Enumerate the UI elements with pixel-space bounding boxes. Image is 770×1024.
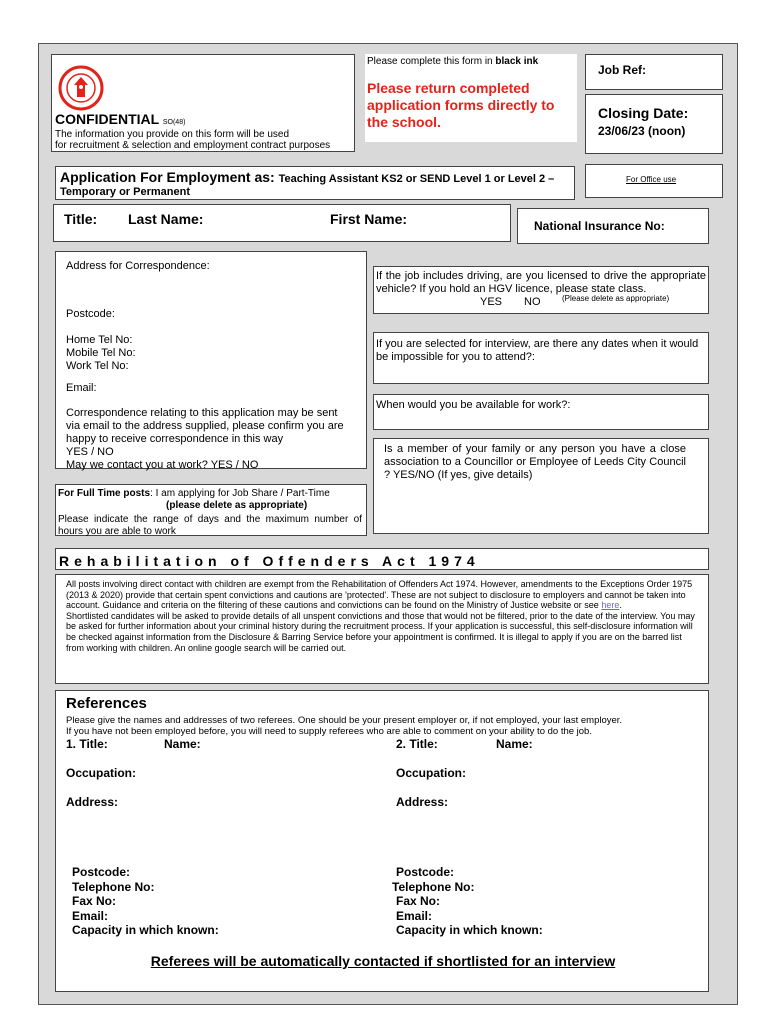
home-tel-label: Home Tel No: [66, 334, 133, 346]
references-intro-1: Please give the names and addresses of two referees. One should be your present employer or, if not employed, your last employer. [66, 715, 623, 726]
ref1-name-label: Name: [164, 737, 201, 751]
ref2-fax-label: Fax No: [396, 894, 441, 908]
correspondence-options: YES / NO [66, 446, 114, 458]
ref2-address-label: Address: [396, 795, 449, 809]
ref1-occupation-label: Occupation: [66, 766, 137, 780]
application-lead: Application For Employment as: [60, 169, 279, 185]
references-box [55, 690, 709, 992]
interview-dates-text: If you are selected for interview, are there any dates when it would be impossible for you to attend?: [376, 338, 699, 363]
availability-text: When would you be available for work?: [376, 399, 571, 411]
rehab-heading: Rehabilitation of Offenders Act 1974 [59, 553, 480, 569]
ink-bold: black ink [495, 56, 539, 67]
ref1-title-label: 1. Title: [66, 737, 108, 751]
info-line-2: for recruitment & selection and employment contract purposes [55, 140, 331, 151]
full-time-rest: : I am applying for Job Share / Part-Time [150, 488, 330, 499]
driving-note: (Please delete as appropriate) [562, 294, 670, 303]
ref2-telephone-label: Telephone No: [392, 879, 475, 894]
application-position: Teaching Assistant KS2 or SEND Level 1 or Level 2 – Temporary or Permanent [60, 173, 555, 198]
full-time-box [55, 484, 367, 536]
ref1-email-label: Email: [72, 908, 109, 923]
ref1-capacity-label: Capacity in which known: [72, 923, 219, 937]
ni-label: National Insurance No: [534, 219, 665, 233]
driving-text: If the job includes driving, are you licensed to drive the appropriate vehicle? If you hold an HGV licence, please state class. [376, 270, 706, 295]
ref2-email-label: Email: [396, 908, 433, 923]
contact-at-work: May we contact you at work? YES / NO [66, 459, 259, 471]
address-label: Address for Correspondence: [66, 260, 210, 272]
correspondence-text: Correspondence relating to this application may be sent via email to the address supplied, please confirm you are happy to receive correspondence in this way [66, 407, 344, 445]
full-time-delete-note: (please delete as appropriate) [166, 500, 308, 511]
info-line-1: The information you provide on this form will be used [55, 129, 290, 140]
office-use-label: For Office use [626, 175, 677, 184]
availability-box [373, 394, 709, 430]
references-intro-2: If you have not been employed before, you will need to supply referees who are able to comment on your ability to do the job. [66, 726, 592, 737]
rehab-para-1-end: . [619, 600, 622, 611]
ref1-fax-label: Fax No: [72, 894, 117, 908]
postcode-label: Postcode: [66, 308, 115, 320]
rehab-text-box [55, 574, 709, 684]
confidential-box [51, 54, 355, 152]
ref2-title-label: 2. Title: [396, 737, 438, 751]
confidential-label: CONFIDENTIAL [55, 111, 159, 127]
last-name-label: Last Name: [128, 211, 204, 227]
full-time-bold: For Full Time posts [58, 488, 151, 499]
ref1-address-label: Address: [66, 795, 119, 809]
rehab-heading-box [55, 548, 709, 570]
ref2-name-label: Name: [496, 737, 533, 751]
title-label: Title: [64, 211, 98, 227]
job-ref-box [585, 54, 723, 90]
work-tel-label: Work Tel No: [66, 360, 129, 372]
driving-box [373, 266, 709, 314]
ni-box [517, 208, 709, 244]
email-label: Email: [66, 382, 97, 394]
application-form-page [38, 43, 738, 1005]
school-logo [58, 65, 104, 111]
name-box [53, 204, 511, 242]
full-time-indicate: Please indicate the range of days and the maximum number of hours you are able to work [58, 514, 362, 537]
driving-no: NO [524, 296, 541, 308]
ref1-telephone-label: Telephone No: [72, 879, 155, 894]
ref2-occupation-label: Occupation: [396, 766, 467, 780]
closing-date-value: 23/06/23 (noon) [598, 124, 686, 138]
application-position-box [55, 166, 575, 200]
ref2-postcode-label: Postcode: [396, 865, 455, 879]
ink-prefix: Please complete this form in [367, 56, 496, 67]
closing-date-box [585, 94, 723, 154]
ref2-capacity-label: Capacity in which known: [396, 923, 543, 937]
closing-date-label: Closing Date: [598, 105, 689, 121]
rehab-link[interactable]: here [601, 600, 620, 611]
family-association-text: Is a member of your family or any person you have a close association to a Councillor or Employee of Leeds City Council ? YES/NO (If yes, give details) [384, 443, 686, 481]
rehab-para-1: All posts involving direct contact with children are exempt from the Rehabilitation of Offenders Act 1974. However, amendments to the Exceptions Order 1975 (2013 & 2020) provide that certain spent convictions and cautions are 'protected'. These are not subject to disclosure to employers and cannot be taken into account. Guidance and criteria on the filtering of these cautions and convictions can be found on the Ministry of Justice website or see [66, 579, 693, 611]
references-heading: References [66, 695, 147, 712]
return-text: Please return completed application forms directly to the school. [367, 80, 555, 130]
first-name-label: First Name: [330, 211, 408, 227]
address-box [55, 251, 367, 469]
references-footer: Referees will be automatically contacted if shortlisted for an interview [150, 953, 616, 969]
rehab-para-2: Shortlisted candidates will be asked to provide details of all unspent convictions and those that would not be filtered, prior to the date of the interview. You may be asked for further information about your criminal history during the recruitment process. If your application is successful, this self-disclosure information will be checked against information from the Disclosure & Barring Service before your appointment is confirmed. It is illegal to apply if you are on the barred list from working with children. An online google search will be carried out. [66, 610, 695, 653]
return-instructions-box [365, 54, 577, 142]
office-use-box [585, 164, 723, 198]
interview-dates-box [373, 332, 709, 384]
form-code: SO(48) [162, 119, 186, 126]
mobile-tel-label: Mobile Tel No: [66, 347, 136, 359]
ref1-postcode-label: Postcode: [72, 865, 131, 879]
family-association-box [373, 438, 709, 534]
driving-yes: YES [480, 296, 503, 308]
job-ref-label: Job Ref: [598, 63, 646, 77]
